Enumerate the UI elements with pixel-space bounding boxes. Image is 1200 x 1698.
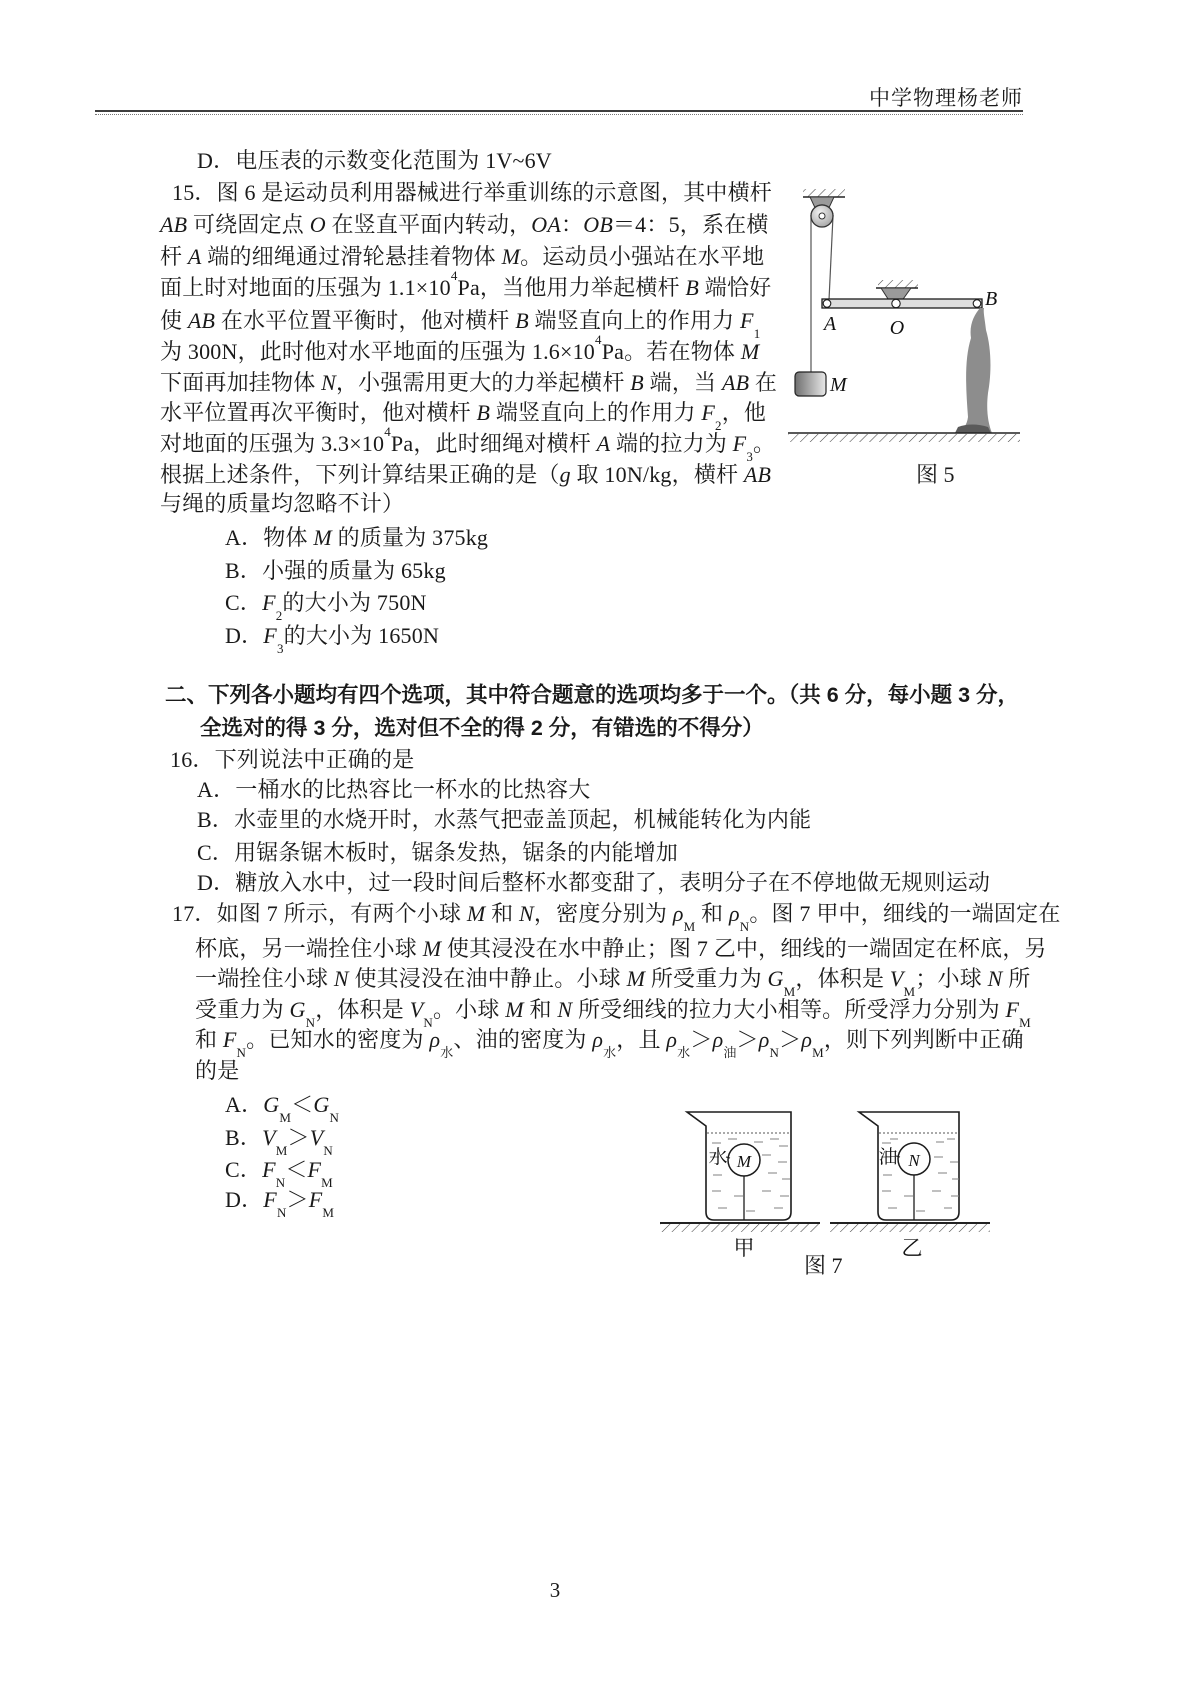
q17-option-a: A．$G_M<G_N$ xyxy=(225,1092,340,1126)
q15-line-9: 对地面的压强为 $3.3\times 10^4Pa$，此时细绳对横杆 A 端的拉力为 $F_3$。 xyxy=(160,423,776,465)
pin-o xyxy=(892,299,900,307)
fig7-tag-right: 乙 xyxy=(901,1236,923,1260)
q15-line-1: 15．图 6 是运动员利用器械进行举重训练的示意图，其中横杆 xyxy=(172,180,773,205)
header-rule xyxy=(95,110,1023,115)
q17-line-2: 杯底，另一端拴住小球 M 使其浸没在水中静止；图 7 乙中，细线的一端固定在杯底，另 xyxy=(195,936,1047,961)
fig5-label-o: O xyxy=(889,317,905,339)
fig5-caption: 图 5 xyxy=(916,462,955,487)
fig5-label-b: B xyxy=(985,288,998,310)
lever-bar xyxy=(822,299,982,308)
fig7-ball-m-label: M xyxy=(736,1152,752,1171)
q15-line-3: 杆 A 端的细绳通过滑轮悬挂着物体 M。运动员小强站在水平地 xyxy=(160,244,765,269)
beaker-oil xyxy=(859,1112,959,1220)
fig5-label-m: M xyxy=(830,374,847,396)
pin-a xyxy=(823,300,831,308)
q17-line-5: 和 $F_N$。已知水的密度为 $\rho_水$、油的密度为 $\rho_水$，且 $\rho_水>\rho_油>\rho_N>\rho_M$，则下列判断中正确 xyxy=(195,1027,1024,1061)
header-brand: 中学物理杨老师 xyxy=(869,86,1023,110)
q17-line-4: 受重力为 $G_N$，体积是 $V_N$。小球 M 和 N 所受细线的拉力大小相等。所受浮力分别为 $F_M$ xyxy=(195,997,1031,1031)
q15-line-2: AB 可绕固定点 O 在竖直平面内转动，OA：OB＝4：5，系在横 xyxy=(160,212,769,237)
figure-5 xyxy=(750,175,1050,455)
ground-hatch-right xyxy=(830,1223,990,1232)
fig7-tag-left: 甲 xyxy=(733,1236,755,1260)
section2-heading-line1: 二、下列各小题均有四个选项，其中符合题意的选项均多于一个。（共 6 分，每小题 3 分， xyxy=(165,683,1020,707)
q16-option-c: C．用锯条锯木板时，锯条发热，锯条的内能增加 xyxy=(197,840,679,865)
fig7-water-label: 水 xyxy=(708,1147,728,1168)
q17-line-1: 17．如图 7 所示，有两个小球 M 和 N，密度分别为 $\rho_M$ 和 $\rho_N$。图 7 甲中，细线的一端固定在 xyxy=(172,901,1061,935)
q17-option-c: C．$F_N<F_M$ xyxy=(225,1157,333,1191)
q17-line-3: 一端拴住小球 N 使其浸没在油中静止。小球 M 所受重力为 $G_M$，体积是 $V_M$；小球 N 所 xyxy=(195,966,1031,1000)
fig7-caption: 图 7 xyxy=(804,1253,843,1278)
person-silhouette xyxy=(955,308,992,433)
rope-to-bar-a xyxy=(829,216,833,300)
q17-option-b: B．$V_M>V_N$ xyxy=(225,1125,333,1159)
q17-line-6: 的是 xyxy=(195,1058,240,1083)
pin-b xyxy=(973,300,981,308)
q15-line-11: 与绳的质量均忽略不计） xyxy=(160,491,405,516)
ground-hatch-left xyxy=(660,1223,820,1232)
fig7-oil-label: 油 xyxy=(878,1147,898,1168)
beaker-water xyxy=(687,1112,791,1220)
q16-option-d: D．糖放入水中，过一段时间后整杯水都变甜了，表明分子在不停地做无规则运动 xyxy=(197,870,991,895)
q15-line-7: 下面再加挂物体 N，小强需用更大的力举起横杆 B 端，当 AB 在 xyxy=(160,370,778,395)
fig7-ball-n-label: N xyxy=(908,1151,920,1170)
q15-option-c: C．$F_2$的大小为 750N xyxy=(225,590,427,624)
q16-option-a: A．一桶水的比热容比一杯水的比热容大 xyxy=(197,777,591,802)
q15-option-b: B．小强的质量为 65kg xyxy=(225,558,446,583)
q15-option-d: D．$F_3$的大小为 1650N xyxy=(225,623,440,657)
q15-line-5: 使 AB 在水平位置平衡时，他对横杆 B 端竖直向上的作用力 $F_1$ xyxy=(160,308,761,342)
q17-option-d: D．$F_N>F_M$ xyxy=(225,1187,335,1221)
q14-option-d: D．电压表的示数变化范围为 1V~6V xyxy=(197,148,552,173)
q15-line-8: 水平位置再次平衡时，他对横杆 B 端竖直向上的作用力 $F_2$，他 xyxy=(160,400,767,434)
page-number: 3 xyxy=(549,1578,561,1602)
q15-line-10: 根据上述条件，下列计算结果正确的是（g 取 10N/kg，横杆 AB xyxy=(160,462,772,487)
section2-heading-line2: 全选对的得 3 分，选对但不全的得 2 分，有错选的不得分） xyxy=(200,716,764,740)
fig5-label-a: A xyxy=(823,313,837,335)
pulley-icon xyxy=(811,205,833,227)
q16-option-b: B．水壶里的水烧开时，水蒸气把壶盖顶起，机械能转化为内能 xyxy=(197,807,812,832)
weight-block xyxy=(795,372,826,396)
q15-line-4: 面上时对地面的压强为 $1.1\times 10^4Pa$，当他用力举起横杆 B 端恰好 xyxy=(160,267,772,300)
q15-line-6: 为 300N，此时他对水平地面的压强为 $1.6\times 10^4Pa$。若在物体 M xyxy=(160,331,760,364)
q16-stem: 16．下列说法中正确的是 xyxy=(170,747,415,772)
q15-option-a: A．物体 M 的质量为 375kg xyxy=(225,525,489,550)
ground-hatch xyxy=(788,433,1020,442)
